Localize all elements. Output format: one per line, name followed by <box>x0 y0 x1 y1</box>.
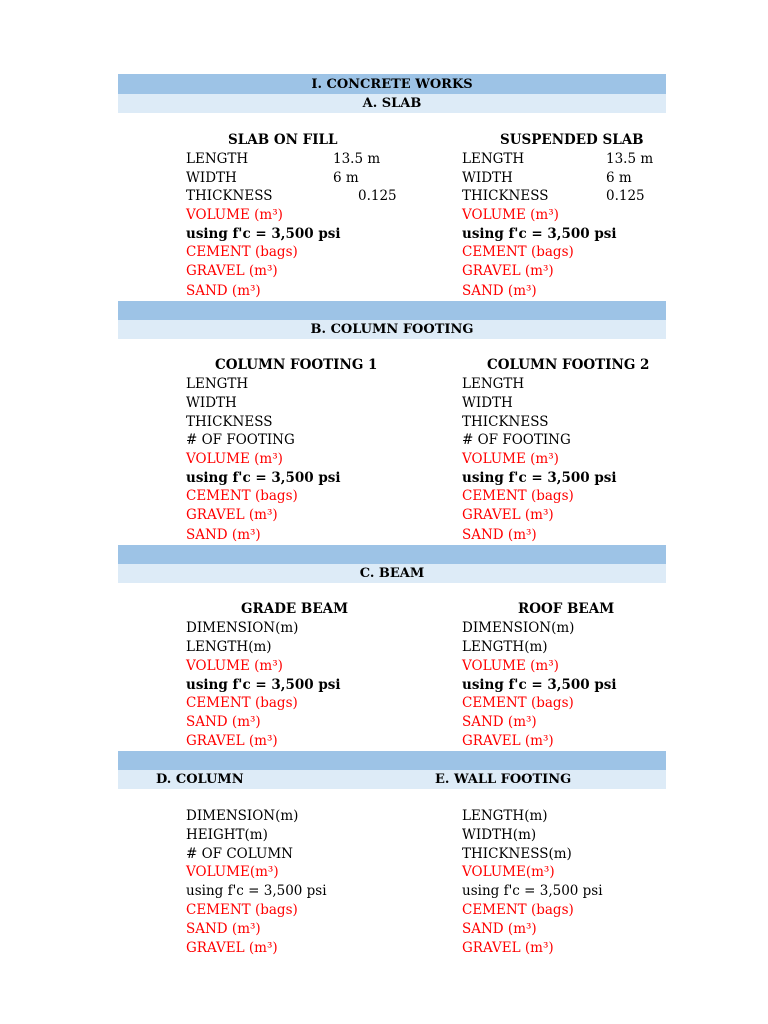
slab-left-using: using f'c = 3,500 psi <box>186 226 341 242</box>
slab-right-width-value: 6 m <box>606 170 632 186</box>
slab-right-cement: CEMENT (bags) <box>462 244 574 260</box>
separator-band-3 <box>118 751 666 770</box>
grade-beam-dimension: DIMENSION(m) <box>186 620 299 636</box>
slab-right-volume: VOLUME (m³) <box>462 207 559 223</box>
column-footing-heading: B. COLUMN FOOTING <box>310 322 474 337</box>
separator-band-2 <box>118 545 666 564</box>
slab-right-length-value: 13.5 m <box>606 151 654 167</box>
column-footing-heading-band <box>118 320 666 339</box>
column-wall-heading-band <box>118 770 666 789</box>
slab-right-length-label: LENGTH <box>462 151 525 167</box>
main-title-band <box>118 74 666 94</box>
grade-beam-title: GRADE BEAM <box>241 601 349 617</box>
cf1-sand: SAND (m³) <box>186 527 261 543</box>
column-dimension: DIMENSION(m) <box>186 808 299 824</box>
roof-beam-title: ROOF BEAM <box>518 601 615 617</box>
cf1-volume: VOLUME (m³) <box>186 451 283 467</box>
cf2-footing-count: # OF FOOTING <box>462 432 571 448</box>
separator-band-1 <box>118 301 666 320</box>
slab-left-sand: SAND (m³) <box>186 283 261 299</box>
cf1-thickness: THICKNESS <box>186 414 273 430</box>
roof-beam-length: LENGTH(m) <box>462 639 548 655</box>
slab-right-gravel: GRAVEL (m³) <box>462 263 554 279</box>
wall-footing-gravel: GRAVEL (m³) <box>462 940 554 956</box>
cf2-length: LENGTH <box>462 376 525 392</box>
cf1-footing-count: # OF FOOTING <box>186 432 295 448</box>
grade-beam-volume: VOLUME (m³) <box>186 658 283 674</box>
roof-beam-sand: SAND (m³) <box>462 714 537 730</box>
cf2-width: WIDTH <box>462 395 513 411</box>
wall-footing-cement: CEMENT (bags) <box>462 902 574 918</box>
wall-footing-heading: E. WALL FOOTING <box>435 772 572 787</box>
column-count: # OF COLUMN <box>186 846 293 862</box>
column-footing-2-title: COLUMN FOOTING 2 <box>487 357 650 373</box>
slab-left-gravel: GRAVEL (m³) <box>186 263 278 279</box>
grade-beam-gravel: GRAVEL (m³) <box>186 733 278 749</box>
wall-footing-using: using f'c = 3,500 psi <box>462 883 603 899</box>
cf1-length: LENGTH <box>186 376 249 392</box>
cf2-thickness: THICKNESS <box>462 414 549 430</box>
grade-beam-cement: CEMENT (bags) <box>186 695 298 711</box>
slab-left-width-value: 6 m <box>333 170 359 186</box>
cf2-gravel: GRAVEL (m³) <box>462 507 554 523</box>
column-cement: CEMENT (bags) <box>186 902 298 918</box>
slab-heading: A. SLAB <box>362 96 422 111</box>
wall-footing-width: WIDTH(m) <box>462 827 537 843</box>
slab-left-length-value: 13.5 m <box>333 151 381 167</box>
slab-left-thickness-value: 0.125 <box>358 188 397 204</box>
column-volume: VOLUME(m³) <box>186 864 279 880</box>
cf1-cement: CEMENT (bags) <box>186 488 298 504</box>
wall-footing-thickness: THICKNESS(m) <box>462 846 572 862</box>
cf1-gravel: GRAVEL (m³) <box>186 507 278 523</box>
slab-right-using: using f'c = 3,500 psi <box>462 226 617 242</box>
slab-right-sand: SAND (m³) <box>462 283 537 299</box>
slab-right-thickness-label: THICKNESS <box>462 188 549 204</box>
column-using: using f'c = 3,500 psi <box>186 883 327 899</box>
slab-left-volume: VOLUME (m³) <box>186 207 283 223</box>
cf2-sand: SAND (m³) <box>462 527 537 543</box>
grade-beam-length: LENGTH(m) <box>186 639 272 655</box>
roof-beam-dimension: DIMENSION(m) <box>462 620 575 636</box>
cf2-volume: VOLUME (m³) <box>462 451 559 467</box>
slab-on-fill-title: SLAB ON FILL <box>228 132 338 148</box>
column-height: HEIGHT(m) <box>186 827 268 843</box>
slab-left-length-label: LENGTH <box>186 151 249 167</box>
wall-footing-volume: VOLUME(m³) <box>462 864 555 880</box>
grade-beam-using: using f'c = 3,500 psi <box>186 677 341 693</box>
wall-footing-length: LENGTH(m) <box>462 808 548 824</box>
cf1-using: using f'c = 3,500 psi <box>186 470 341 486</box>
beam-heading: C. BEAM <box>359 566 425 581</box>
cf2-cement: CEMENT (bags) <box>462 488 574 504</box>
column-heading: D. COLUMN <box>156 772 244 787</box>
roof-beam-cement: CEMENT (bags) <box>462 695 574 711</box>
slab-left-cement: CEMENT (bags) <box>186 244 298 260</box>
slab-right-thickness-value: 0.125 <box>606 188 645 204</box>
roof-beam-volume: VOLUME (m³) <box>462 658 559 674</box>
slab-left-width-label: WIDTH <box>186 170 237 186</box>
main-title: I. CONCRETE WORKS <box>311 76 473 92</box>
grade-beam-sand: SAND (m³) <box>186 714 261 730</box>
cf1-width: WIDTH <box>186 395 237 411</box>
column-footing-1-title: COLUMN FOOTING 1 <box>215 357 378 373</box>
slab-heading-band <box>118 94 666 113</box>
slab-right-width-label: WIDTH <box>462 170 513 186</box>
column-sand: SAND (m³) <box>186 921 261 937</box>
column-gravel: GRAVEL (m³) <box>186 940 278 956</box>
suspended-slab-title: SUSPENDED SLAB <box>500 132 644 148</box>
wall-footing-sand: SAND (m³) <box>462 921 537 937</box>
roof-beam-using: using f'c = 3,500 psi <box>462 677 617 693</box>
roof-beam-gravel: GRAVEL (m³) <box>462 733 554 749</box>
slab-left-thickness-label: THICKNESS <box>186 188 273 204</box>
cf2-using: using f'c = 3,500 psi <box>462 470 617 486</box>
beam-heading-band <box>118 564 666 583</box>
